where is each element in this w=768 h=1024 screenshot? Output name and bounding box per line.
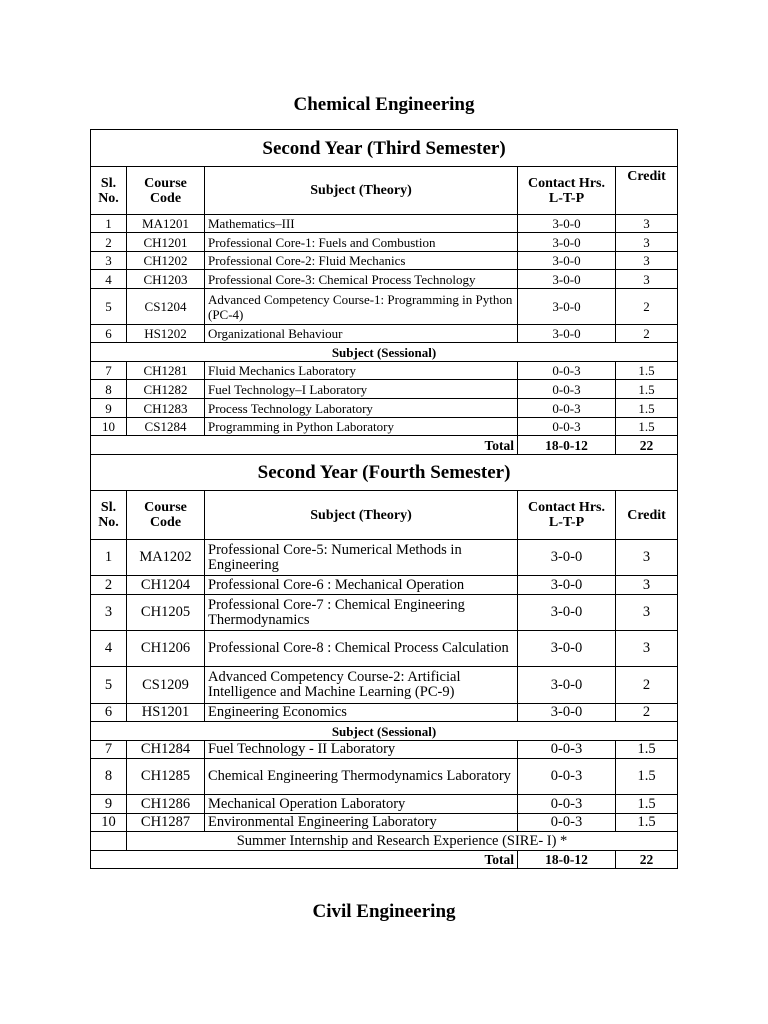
course-row — [91, 215, 678, 233]
total-ltp: 18-0-12 — [518, 436, 616, 455]
credit-cell: 1.5 — [616, 741, 678, 759]
curriculum-table — [90, 129, 678, 869]
sl-no-cell: 3 — [91, 252, 127, 270]
sl-no-cell: 10 — [91, 418, 127, 436]
course-row — [91, 704, 678, 722]
ltp-cell: 0-0-3 — [518, 795, 616, 814]
ltp-cell: 3-0-0 — [518, 252, 616, 270]
credit-header: Credit — [616, 491, 678, 540]
course-row — [91, 252, 678, 270]
credit-cell: 2 — [616, 325, 678, 343]
credit-cell: 3 — [616, 233, 678, 252]
sl-no-cell: 8 — [91, 759, 127, 795]
sl-no-cell: 9 — [91, 399, 127, 418]
course-row — [91, 540, 678, 576]
ltp-cell: 0-0-3 — [518, 399, 616, 418]
subject-cell: Process Technology Laboratory — [205, 399, 518, 418]
course-row — [91, 270, 678, 289]
course-code-cell: CH1202 — [127, 252, 205, 270]
subject-cell: Programming in Python Laboratory — [205, 418, 518, 436]
sl-no-cell: 8 — [91, 380, 127, 399]
credit-cell: 1.5 — [616, 380, 678, 399]
sl-no-cell: 4 — [91, 270, 127, 289]
subject-cell: Professional Core-1: Fuels and Combustion — [205, 233, 518, 252]
course-row — [91, 233, 678, 252]
sl-no-cell: 10 — [91, 814, 127, 832]
sessional-subheader: Subject (Sessional) — [91, 722, 678, 741]
subject-cell: Advanced Competency Course-2: Artificial Intelligence and Machine Learning (PC-9) — [205, 667, 518, 704]
blank-cell — [91, 832, 127, 851]
credit-cell: 3 — [616, 540, 678, 576]
sl-no-cell: 1 — [91, 215, 127, 233]
subject-cell: Professional Core-5: Numerical Methods in Engineering — [205, 540, 518, 576]
credit-cell: 1.5 — [616, 362, 678, 380]
credit-cell: 3 — [616, 595, 678, 631]
course-code-cell: MA1201 — [127, 215, 205, 233]
course-row — [91, 399, 678, 418]
credit-cell: 1.5 — [616, 795, 678, 814]
subject-cell: Professional Core-2: Fluid Mechanics — [205, 252, 518, 270]
course-row — [91, 795, 678, 814]
subject-cell: Professional Core-8 : Chemical Process Calculation — [205, 631, 518, 667]
sl-no-cell: 9 — [91, 795, 127, 814]
course-code-cell: CH1285 — [127, 759, 205, 795]
course-row — [91, 814, 678, 832]
course-row — [91, 289, 678, 325]
subject-cell: Advanced Competency Course-1: Programming in Python (PC-4) — [205, 289, 518, 325]
course-code-cell: CS1209 — [127, 667, 205, 704]
sl-no-header: Sl. No. — [91, 491, 127, 540]
course-row — [91, 325, 678, 343]
credit-header: Credit — [616, 167, 678, 215]
ltp-cell: 3-0-0 — [518, 704, 616, 722]
course-row — [91, 380, 678, 399]
credit-cell: 2 — [616, 289, 678, 325]
course-row — [91, 667, 678, 704]
sl-no-cell: 4 — [91, 631, 127, 667]
ltp-cell: 0-0-3 — [518, 759, 616, 795]
sl-no-cell: 2 — [91, 233, 127, 252]
ltp-cell: 3-0-0 — [518, 540, 616, 576]
contact-hours-header: Contact Hrs. L-T-P — [518, 491, 616, 540]
ltp-cell: 3-0-0 — [518, 595, 616, 631]
ltp-cell: 3-0-0 — [518, 270, 616, 289]
credit-cell: 1.5 — [616, 814, 678, 832]
total-label: Total — [91, 436, 518, 455]
course-code-cell: CH1283 — [127, 399, 205, 418]
total-ltp: 18-0-12 — [518, 851, 616, 869]
course-row — [91, 576, 678, 595]
department-title: Chemical Engineering — [293, 94, 475, 115]
ltp-cell: 3-0-0 — [518, 631, 616, 667]
course-row — [91, 741, 678, 759]
subject-cell: Professional Core-3: Chemical Process Technology — [205, 270, 518, 289]
sessional-subheader: Subject (Sessional) — [91, 343, 678, 362]
subject-cell: Mechanical Operation Laboratory — [205, 795, 518, 814]
internship-note: Summer Internship and Research Experience (SIRE- I) * — [127, 832, 678, 851]
course-code-cell: CH1201 — [127, 233, 205, 252]
contact-hours-header: Contact Hrs. L-T-P — [518, 167, 616, 215]
sl-no-cell: 7 — [91, 741, 127, 759]
course-code-cell: CH1204 — [127, 576, 205, 595]
sl-no-cell: 6 — [91, 704, 127, 722]
course-row — [91, 631, 678, 667]
course-code-cell: HS1202 — [127, 325, 205, 343]
course-code-header: Course Code — [127, 491, 205, 540]
course-code-cell: CH1287 — [127, 814, 205, 832]
ltp-cell: 3-0-0 — [518, 233, 616, 252]
subject-cell: Fluid Mechanics Laboratory — [205, 362, 518, 380]
ltp-cell: 3-0-0 — [518, 215, 616, 233]
credit-cell: 3 — [616, 252, 678, 270]
ltp-cell: 0-0-3 — [518, 741, 616, 759]
subject-cell: Environmental Engineering Laboratory — [205, 814, 518, 832]
subject-theory-header: Subject (Theory) — [205, 491, 518, 540]
sl-no-cell: 2 — [91, 576, 127, 595]
sl-no-cell: 5 — [91, 667, 127, 704]
subject-theory-header: Subject (Theory) — [205, 167, 518, 215]
total-label: Total — [91, 851, 518, 869]
credit-cell: 3 — [616, 270, 678, 289]
sl-no-cell: 5 — [91, 289, 127, 325]
semester-title: Second Year (Fourth Semester) — [91, 455, 678, 491]
credit-cell: 2 — [616, 667, 678, 704]
course-code-cell: CH1286 — [127, 795, 205, 814]
ltp-cell: 3-0-0 — [518, 576, 616, 595]
credit-cell: 3 — [616, 215, 678, 233]
subject-cell: Engineering Economics — [205, 704, 518, 722]
ltp-cell: 0-0-3 — [518, 380, 616, 399]
course-code-cell: CH1284 — [127, 741, 205, 759]
ltp-cell: 3-0-0 — [518, 667, 616, 704]
course-code-cell: CH1203 — [127, 270, 205, 289]
total-credit: 22 — [616, 436, 678, 455]
course-code-cell: CS1204 — [127, 289, 205, 325]
credit-cell: 1.5 — [616, 418, 678, 436]
credit-cell: 2 — [616, 704, 678, 722]
subject-cell: Professional Core-6 : Mechanical Operation — [205, 576, 518, 595]
credit-cell: 1.5 — [616, 759, 678, 795]
sl-no-cell: 3 — [91, 595, 127, 631]
total-row — [91, 851, 678, 869]
fourth-semester-section — [91, 455, 678, 869]
sl-no-header: Sl. No. — [91, 167, 127, 215]
total-credit: 22 — [616, 851, 678, 869]
third-semester-section — [91, 130, 678, 455]
subject-cell: Fuel Technology–I Laboratory — [205, 380, 518, 399]
credit-cell: 3 — [616, 576, 678, 595]
course-code-cell: MA1202 — [127, 540, 205, 576]
course-code-cell: CS1284 — [127, 418, 205, 436]
course-row — [91, 595, 678, 631]
ltp-cell: 3-0-0 — [518, 289, 616, 325]
ltp-cell: 0-0-3 — [518, 418, 616, 436]
subject-cell: Fuel Technology - II Laboratory — [205, 741, 518, 759]
course-row — [91, 759, 678, 795]
course-code-cell: CH1206 — [127, 631, 205, 667]
subject-cell: Mathematics–III — [205, 215, 518, 233]
total-row — [91, 436, 678, 455]
credit-cell: 3 — [616, 631, 678, 667]
course-code-cell: HS1201 — [127, 704, 205, 722]
credit-cell: 1.5 — [616, 399, 678, 418]
course-code-cell: CH1281 — [127, 362, 205, 380]
course-row — [91, 362, 678, 380]
course-code-cell: CH1205 — [127, 595, 205, 631]
sl-no-cell: 1 — [91, 540, 127, 576]
course-code-cell: CH1282 — [127, 380, 205, 399]
sl-no-cell: 6 — [91, 325, 127, 343]
ltp-cell: 3-0-0 — [518, 325, 616, 343]
sl-no-cell: 7 — [91, 362, 127, 380]
subject-cell: Organizational Behaviour — [205, 325, 518, 343]
semester-title: Second Year (Third Semester) — [91, 130, 678, 167]
ltp-cell: 0-0-3 — [518, 814, 616, 832]
course-code-header: Course Code — [127, 167, 205, 215]
ltp-cell: 0-0-3 — [518, 362, 616, 380]
subject-cell: Chemical Engineering Thermodynamics Laboratory — [205, 759, 518, 795]
next-department-title: Civil Engineering — [312, 901, 456, 922]
subject-cell: Professional Core-7 : Chemical Engineering Thermodynamics — [205, 595, 518, 631]
course-row — [91, 418, 678, 436]
